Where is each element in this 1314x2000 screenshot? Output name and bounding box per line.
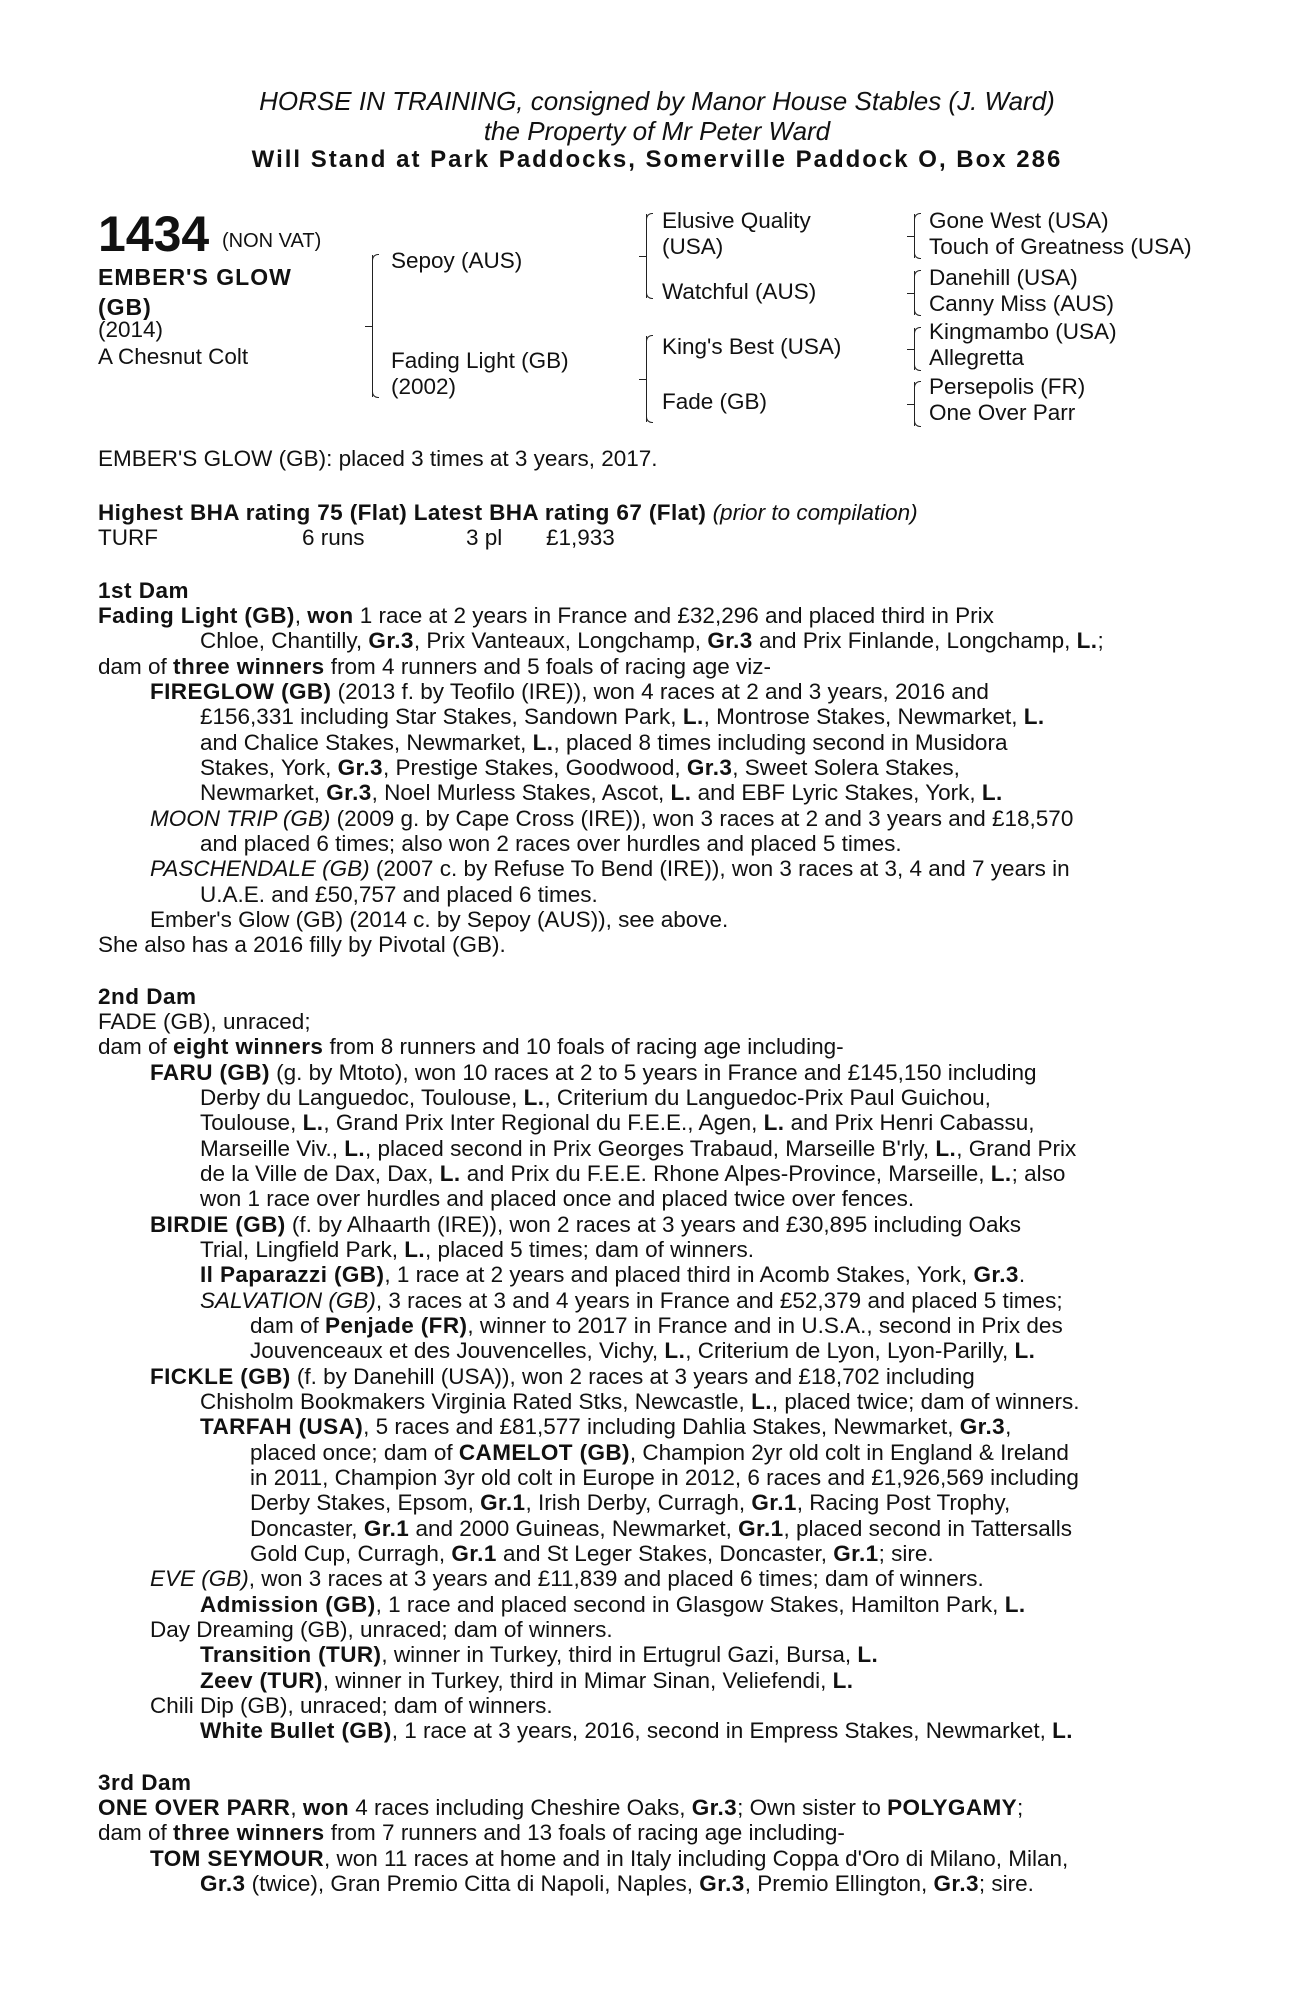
produce-line: Gr.3 (twice), Gran Premio Citta di Napoli, Naples, Gr.3, Premio Ellington, Gr.3; sire. <box>200 1871 1034 1896</box>
pedigree-g7: Persepolis (FR) <box>929 374 1086 399</box>
third-dam-line: dam of three winners from 7 runners and 13 foals of racing age including- <box>98 1820 845 1845</box>
produce-line: SALVATION (GB), 3 races at 3 and 4 years in France and £52,379 and placed 5 times; <box>200 1288 1063 1313</box>
property-line: the Property of Mr Peter Ward <box>483 116 831 146</box>
third-dam-heading: 3rd Dam <box>98 1770 192 1795</box>
produce-line: £156,331 including Star Stakes, Sandown Park, L., Montrose Stakes, Newmarket, L. <box>200 704 1045 729</box>
pedigree-dam-dam: Fade (GB) <box>662 389 768 414</box>
pedigree-sire-sire <box>662 208 811 260</box>
foaling-year: (2014) <box>98 317 164 342</box>
produce-line: placed once; dam of CAMELOT (GB), Champion 2yr old colt in England & Ireland <box>250 1440 1069 1465</box>
sire-parents-brace <box>646 214 647 298</box>
produce-line: Chili Dip (GB), unraced; dam of winners. <box>150 1693 553 1718</box>
produce-line: won 1 race over hurdles and placed once and placed twice over fences. <box>200 1186 915 1211</box>
produce-line: dam of Penjade (FR), winner to 2017 in France and in U.S.A., second in Prix des <box>250 1313 1063 1338</box>
produce-line: and placed 6 times; also won 2 races over hurdles and placed 5 times. <box>200 831 902 856</box>
first-dam-line: Fading Light (GB), won 1 race at 2 years in France and £32,296 and placed third in Prix <box>98 603 994 628</box>
second-dam-line: dam of eight winners from 8 runners and 10 foals of racing age including- <box>98 1034 844 1059</box>
first-dam-line: dam of three winners from 4 runners and 5 foals of racing age viz- <box>98 654 772 679</box>
pedigree-dam <box>391 348 569 400</box>
produce-line: Zeev (TUR), winner in Turkey, third in Mimar Sinan, Veliefendi, L. <box>200 1668 854 1693</box>
produce-line: U.A.E. and £50,757 and placed 6 times. <box>200 882 598 907</box>
produce-line: MOON TRIP (GB) (2009 g. by Cape Cross (IRE)), won 3 races at 2 and 3 years and £18,570 <box>150 806 1074 831</box>
produce-line: Transition (TUR), winner in Turkey, third in Ertugrul Gazi, Bursa, L. <box>200 1642 879 1667</box>
produce-line: EVE (GB), won 3 races at 3 years and £11,839 and placed 6 times; dam of winners. <box>150 1566 984 1591</box>
turf-runs: 6 runs <box>302 525 365 550</box>
produce-line: and Chalice Stakes, Newmarket, L., placed 8 times including second in Musidora <box>200 730 1008 755</box>
produce-line: Ember's Glow (GB) (2014 c. by Sepoy (AUS)), see above. <box>150 907 729 932</box>
produce-line: Stakes, York, Gr.3, Prestige Stakes, Goodwood, Gr.3, Sweet Solera Stakes, <box>200 755 960 780</box>
pedigree-ss-country: (USA) <box>662 234 724 259</box>
produce-line: PASCHENDALE (GB) (2007 c. by Refuse To Bend (IRE)), won 3 races at 3, 4 and 7 years in <box>150 856 1070 881</box>
first-dam-line: Chloe, Chantilly, Gr.3, Prix Vanteaux, Longchamp, Gr.3 and Prix Finlande, Longchamp, L.; <box>200 628 1104 653</box>
produce-line: Jouvenceaux et des Jouvencelles, Vichy, L., Criterium de Lyon, Lyon-Parilly, L. <box>250 1338 1036 1363</box>
produce-line: Marseille Viv., L., placed second in Prix Georges Trabaud, Marseille B'rly, L., Grand Prix <box>200 1136 1077 1161</box>
produce-line: Derby Stakes, Epsom, Gr.1, Irish Derby, Curragh, Gr.1, Racing Post Trophy, <box>250 1490 1011 1515</box>
produce-line: TOM SEYMOUR, won 11 races at home and in Italy including Coppa d'Oro di Milano, Milan, <box>150 1846 1069 1871</box>
produce-line: Trial, Lingfield Park, L., placed 5 times; dam of winners. <box>200 1237 754 1262</box>
pedigree-dam-name: Fading Light (GB) <box>391 348 569 373</box>
produce-line: Gold Cup, Curragh, Gr.1 and St Leger Stakes, Doncaster, Gr.1; sire. <box>250 1541 934 1566</box>
produce-line: BIRDIE (GB) (f. by Alhaarth (IRE)), won 2 races at 3 years and £30,895 including Oaks <box>150 1212 1022 1237</box>
turf-placed: 3 pl <box>466 525 503 550</box>
turf-label: TURF <box>98 525 158 550</box>
rating-line <box>98 500 918 525</box>
pedigree-g4: Canny Miss (AUS) <box>929 291 1115 316</box>
g2-brace <box>914 271 915 315</box>
pedigree-dam-year: (2002) <box>391 374 457 399</box>
second-dam-heading: 2nd Dam <box>98 984 197 1009</box>
lot-number: 1434 <box>98 206 210 262</box>
produce-line: FARU (GB) (g. by Mtoto), won 10 races at 2 to 5 years in France and £145,150 including <box>150 1060 1037 1085</box>
pedigree-g3: Danehill (USA) <box>929 265 1078 290</box>
rating-values: Highest BHA rating 75 (Flat) Latest BHA rating 67 (Flat) <box>98 500 707 525</box>
pedigree-ss-name: Elusive Quality <box>662 208 811 233</box>
horse-name-line1: EMBER'S GLOW <box>98 264 292 290</box>
g1-brace <box>914 214 915 258</box>
produce-line: Toulouse, L., Grand Prix Inter Regional du F.E.E., Agen, L. and Prix Henri Cabassu, <box>200 1110 1035 1135</box>
produce-line: Admission (GB), 1 race and placed second in Glasgow Stakes, Hamilton Park, L. <box>200 1592 1026 1617</box>
pedigree-g2: Touch of Greatness (USA) <box>929 234 1192 259</box>
first-dam-heading: 1st Dam <box>98 578 190 603</box>
produce-line: White Bullet (GB), 1 race at 3 years, 2016, second in Empress Stakes, Newmarket, L. <box>200 1718 1073 1743</box>
horse-name-line2: (GB) <box>98 294 152 320</box>
second-dam-line: FADE (GB), unraced; <box>98 1009 311 1034</box>
g3-brace <box>914 328 915 370</box>
pedigree-dam-sire: King's Best (USA) <box>662 334 842 359</box>
produce-line: TARFAH (USA), 5 races and £81,577 including Dahlia Stakes, Newmarket, Gr.3, <box>200 1414 1012 1439</box>
turf-earnings: £1,933 <box>546 525 615 550</box>
sire-dam-brace <box>372 255 373 397</box>
horse-description: A Chesnut Colt <box>98 344 249 369</box>
produce-line: Derby du Languedoc, Toulouse, L., Criterium du Languedoc-Prix Paul Guichou, <box>200 1085 991 1110</box>
produce-line: Chisholm Bookmakers Virginia Rated Stks, Newcastle, L., placed twice; dam of winners. <box>200 1389 1080 1414</box>
pedigree-g5: Kingmambo (USA) <box>929 319 1117 344</box>
pedigree-g1: Gone West (USA) <box>929 208 1109 233</box>
pedigree-sire-dam: Watchful (AUS) <box>662 279 817 304</box>
produce-line: in 2011, Champion 3yr old colt in Europe in 2012, 6 races and £1,926,569 including <box>250 1465 1079 1490</box>
produce-line: Doncaster, Gr.1 and 2000 Guineas, Newmarket, Gr.1, placed second in Tattersalls <box>250 1516 1073 1541</box>
vat-status: (NON VAT) <box>222 230 322 252</box>
produce-line: Day Dreaming (GB), unraced; dam of winners. <box>150 1617 613 1642</box>
third-dam-line: ONE OVER PARR, won 4 races including Cheshire Oaks, Gr.3; Own sister to POLYGAMY; <box>98 1795 1024 1820</box>
produce-line: Il Paparazzi (GB), 1 race at 2 years and placed third in Acomb Stakes, York, Gr.3. <box>200 1262 1026 1287</box>
produce-line: de la Ville de Dax, Dax, L. and Prix du F.E.E. Rhone Alpes-Province, Marseille, L.; also <box>200 1161 1066 1186</box>
consignor-line: HORSE IN TRAINING, consigned by Manor House Stables (J. Ward) <box>259 86 1055 116</box>
pedigree-g6: Allegretta <box>929 345 1025 370</box>
rating-note: (prior to compilation) <box>712 500 918 525</box>
produce-line: Newmarket, Gr.3, Noel Murless Stakes, Ascot, L. and EBF Lyric Stakes, York, L. <box>200 780 1003 805</box>
g4-brace <box>914 382 915 426</box>
race-summary: EMBER'S GLOW (GB): placed 3 times at 3 years, 2017. <box>98 446 658 471</box>
produce-line: FICKLE (GB) (f. by Danehill (USA)), won 2 races at 3 years and £18,702 including <box>150 1364 975 1389</box>
produce-line: She also has a 2016 filly by Pivotal (GB). <box>98 932 506 957</box>
stand-line: Will Stand at Park Paddocks, Somerville Paddock O, Box 286 <box>251 146 1063 173</box>
produce-line: FIREGLOW (GB) (2013 f. by Teofilo (IRE)), won 4 races at 2 and 3 years, 2016 and <box>150 679 989 704</box>
dam-parents-brace <box>646 336 647 422</box>
pedigree-g8: One Over Parr <box>929 400 1076 425</box>
horse-name <box>98 262 292 322</box>
pedigree-sire: Sepoy (AUS) <box>391 248 523 273</box>
